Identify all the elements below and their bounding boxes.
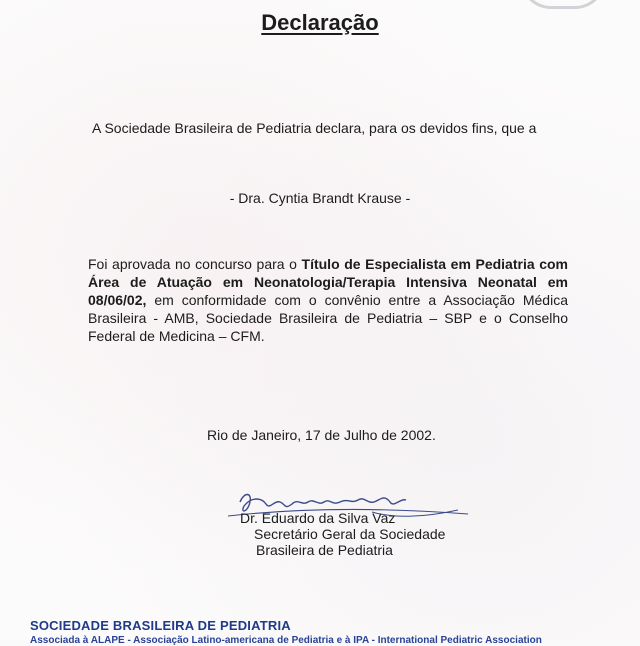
body-text-bold: Título de Especialista em Pediatria com Área de Atuação em Neonatologia/Terapia Intensiva Neonatal em 08/06/02,	[88, 256, 568, 308]
document-title: Declaração	[261, 10, 379, 35]
body-text-part2: em conformidade com o convênio entre a Associação Médica Brasileira - AMB, Sociedade Brasileira de Pediatria – SBP e o Conselho Federal de Medicina – CFM.	[88, 292, 568, 344]
intro-paragraph: A Sociedade Brasileira de Pediatria declara, para os devidos fins, que a	[92, 120, 537, 136]
footer-association: Associada à ALAPE - Associação Latino-americana de Pediatria e à IPA - International Pediatric Association	[30, 635, 542, 646]
declared-name: - Dra. Cyntia Brandt Krause -	[229, 190, 411, 206]
signatory-block	[240, 510, 445, 558]
body-paragraph	[88, 255, 568, 345]
letterhead-footer	[30, 618, 542, 646]
seal-mark	[520, 0, 606, 9]
signatory-name: Dr. Eduardo da Silva Vaz	[240, 510, 396, 526]
signatory-role-line1: Secretário Geral da Sociedade	[254, 526, 446, 542]
body-text-part1: Foi aprovada no concurso para o	[88, 256, 302, 272]
footer-organization: SOCIEDADE BRASILEIRA DE PEDIATRIA	[30, 618, 291, 633]
place-date: Rio de Janeiro, 17 de Julho de 2002.	[207, 427, 436, 443]
signatory-role-line2: Brasileira de Pediatria	[256, 542, 393, 558]
